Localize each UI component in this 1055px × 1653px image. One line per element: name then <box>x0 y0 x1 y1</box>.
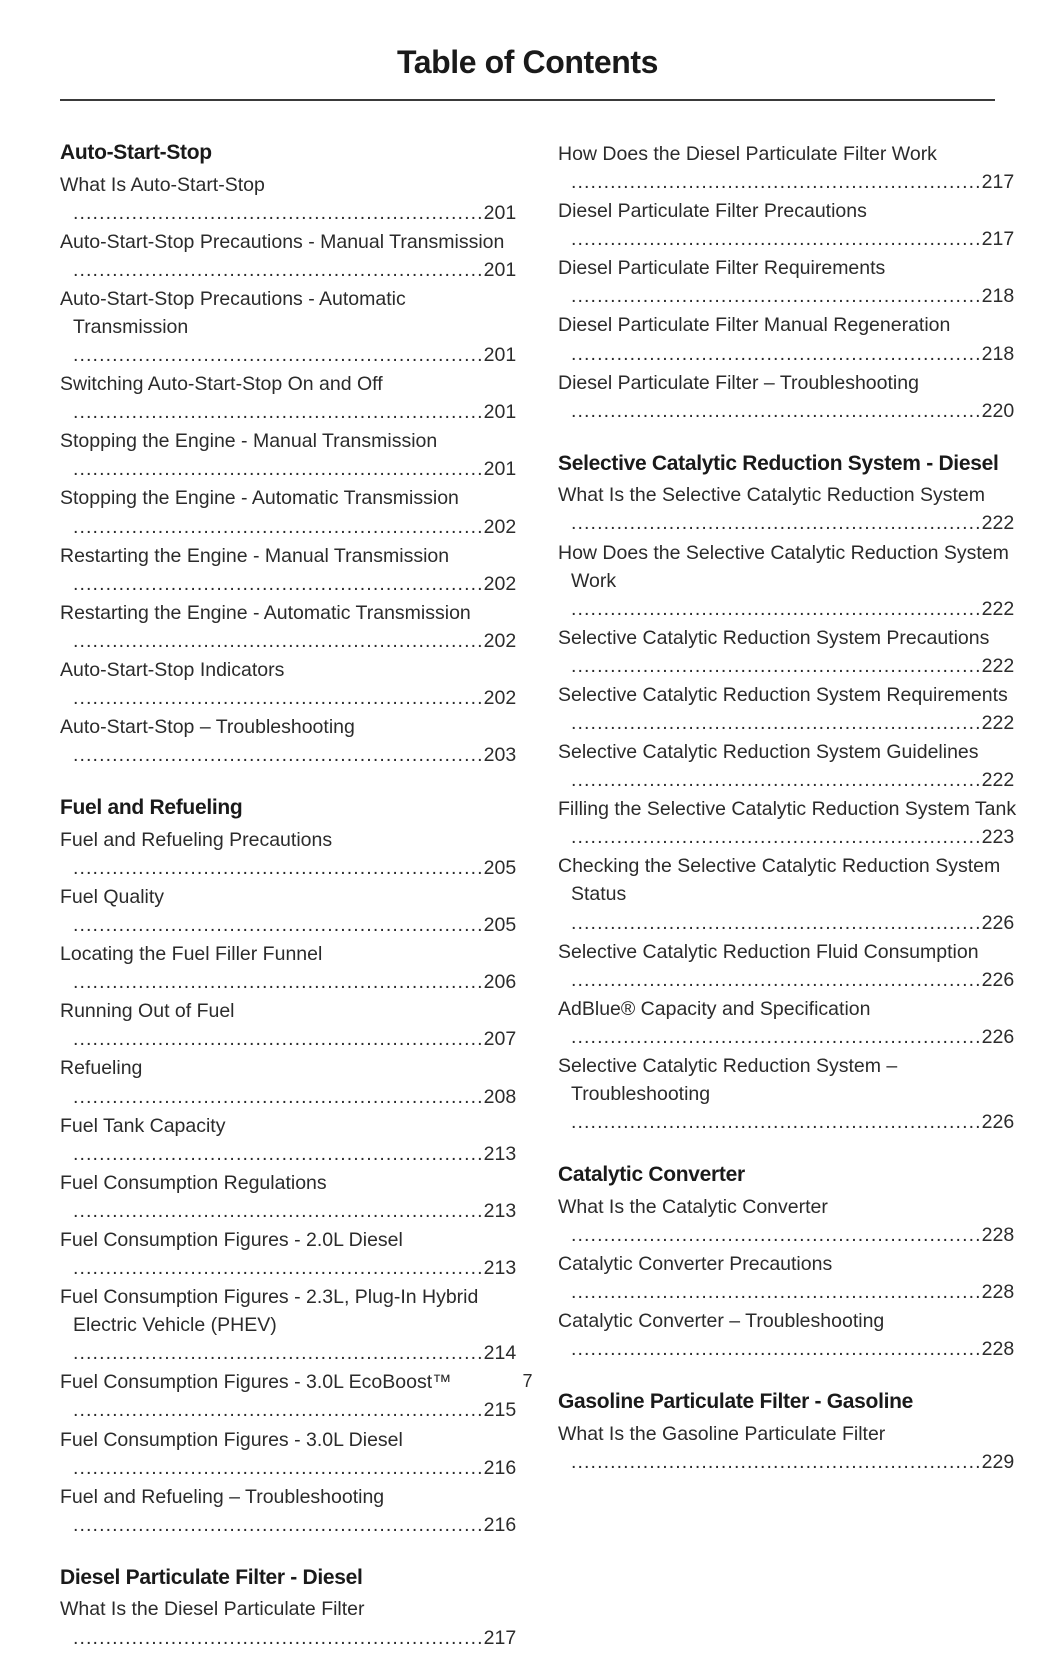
toc-leader-dots: ............................................................... <box>571 712 982 735</box>
toc-entry-title: AdBlue® Capacity and Specification <box>558 997 871 1020</box>
toc-entry[interactable] <box>60 228 522 284</box>
toc-leader-dots: ............................................................... <box>73 914 484 937</box>
toc-entry-title: Auto-Start-Stop Precautions - Manual Transmission <box>60 230 505 253</box>
toc-entry-title: What Is the Selective Catalytic Reduction System <box>558 484 986 507</box>
toc-entry-page: 229 <box>981 1450 1015 1473</box>
toc-entry-title: Catalytic Converter – Troubleshooting <box>558 1310 885 1333</box>
toc-entry-page: 216 <box>483 1456 517 1479</box>
toc-entry-page: 213 <box>483 1199 517 1222</box>
toc-entry-title: Diesel Particulate Filter – Troubleshooting <box>558 371 919 394</box>
section-heading: Auto-Start-Stop <box>60 141 212 164</box>
toc-entry-title: Diesel Particulate Filter Manual Regeneration <box>558 314 951 337</box>
toc-entry-title: Fuel Consumption Regulations <box>60 1171 327 1194</box>
toc-section <box>558 1389 1020 1476</box>
page-number: 7 <box>522 1371 533 1391</box>
toc-leader-dots: ............................................................... <box>571 1111 982 1134</box>
toc-leader-dots: ............................................................... <box>73 401 484 424</box>
toc-entry[interactable] <box>558 1307 1020 1363</box>
section-heading: Catalytic Converter <box>558 1163 745 1187</box>
toc-entry[interactable] <box>60 1483 522 1539</box>
toc-entry[interactable] <box>558 995 1020 1051</box>
toc-leader-dots: ............................................................... <box>73 1142 484 1165</box>
toc-entry-title: What Is the Diesel Particulate Filter <box>60 1598 365 1621</box>
toc-leader-dots: ............................................................... <box>571 342 982 365</box>
toc-section <box>558 140 1020 425</box>
toc-entry-page: 226 <box>981 1025 1015 1048</box>
toc-entry-title: Fuel and Refueling – Troubleshooting <box>60 1485 385 1508</box>
toc-leader-dots: ............................................................... <box>73 744 484 767</box>
toc-entry-title: Restarting the Engine - Manual Transmission <box>60 544 450 567</box>
toc-entry-page: 222 <box>981 712 1015 735</box>
toc-leader-dots: ............................................................... <box>73 1626 484 1649</box>
toc-entry-page: 213 <box>483 1142 517 1165</box>
toc-entry[interactable] <box>60 1054 522 1110</box>
toc-entry-page: 228 <box>981 1281 1015 1304</box>
toc-entry-page: 213 <box>483 1257 517 1280</box>
toc-entry-title: Stopping the Engine - Automatic Transmission <box>60 487 459 510</box>
toc-leader-dots: ............................................................... <box>571 911 982 934</box>
toc-entry-title: Stopping the Engine - Manual Transmission <box>60 430 438 453</box>
toc-entry[interactable] <box>558 681 1020 737</box>
toc-entry-title: Refueling <box>60 1057 143 1080</box>
toc-entry-page: 217 <box>483 1626 517 1649</box>
toc-columns <box>60 140 1020 1653</box>
toc-leader-dots: ............................................................... <box>571 171 982 194</box>
toc-entry-title: Auto-Start-Stop Precautions - Automatic Transmission <box>60 287 406 338</box>
toc-entry-page: 201 <box>483 401 517 424</box>
toc-entry-page: 222 <box>981 769 1015 792</box>
toc-entry-title: Selective Catalytic Reduction System – Troubleshooting <box>558 1054 898 1106</box>
toc-entry[interactable] <box>558 1052 1020 1136</box>
toc-entry-title: Selective Catalytic Reduction Fluid Consumption <box>558 940 979 963</box>
toc-entry-page: 214 <box>483 1342 517 1365</box>
toc-entry-page: 218 <box>981 285 1015 308</box>
toc-entry-title: Fuel Consumption Figures - 2.0L Diesel <box>60 1228 403 1251</box>
toc-entry[interactable] <box>558 197 1020 253</box>
toc-entry-page: 215 <box>483 1399 517 1422</box>
toc-entry[interactable] <box>558 795 1020 851</box>
toc-leader-dots: ............................................................... <box>571 512 982 535</box>
toc-entry[interactable] <box>60 713 522 769</box>
toc-entry[interactable] <box>60 940 522 996</box>
toc-entry[interactable] <box>558 852 1020 936</box>
toc-entry[interactable] <box>60 599 522 655</box>
toc-leader-dots: ............................................................... <box>73 515 484 538</box>
toc-entry[interactable] <box>60 1426 522 1482</box>
toc-entry-title: How Does the Selective Catalytic Reduction System Work <box>558 541 1009 592</box>
section-heading: Fuel and Refueling <box>60 796 243 820</box>
toc-leader-dots: ............................................................... <box>73 458 484 481</box>
toc-entry[interactable] <box>60 171 522 227</box>
toc-entry-title: Auto-Start-Stop Indicators <box>60 658 285 681</box>
toc-entry-title: What Is the Catalytic Converter <box>558 1195 828 1218</box>
toc-entry[interactable] <box>60 542 522 598</box>
toc-leader-dots: ............................................................... <box>73 629 484 652</box>
toc-leader-dots: ............................................................... <box>73 1028 484 1051</box>
toc-leader-dots: ............................................................... <box>73 687 484 710</box>
toc-entry-page: 226 <box>981 911 1015 934</box>
toc-leader-dots: ............................................................... <box>571 769 982 792</box>
toc-entry[interactable] <box>60 826 522 882</box>
toc-entry-title: Fuel Quality <box>60 886 165 909</box>
toc-entry-page: 206 <box>483 971 517 994</box>
toc-leader-dots: ............................................................... <box>73 971 484 994</box>
toc-entry-page: 201 <box>483 201 517 224</box>
section-heading: Selective Catalytic Reduction System - Diesel <box>558 451 999 475</box>
toc-entry-title: What Is the Gasoline Particulate Filter <box>558 1422 886 1445</box>
toc-entry-page: 222 <box>981 654 1015 677</box>
toc-entry-page: 202 <box>483 687 517 710</box>
toc-entry-title: Switching Auto-Start-Stop On and Off <box>60 373 383 396</box>
toc-section <box>60 1565 522 1652</box>
toc-entry-page: 217 <box>981 228 1015 251</box>
page-title: Table of Contents <box>396 44 659 80</box>
toc-entry-page: 216 <box>483 1513 517 1536</box>
toc-entry-page: 202 <box>483 572 517 595</box>
toc-entry-page: 218 <box>981 342 1015 365</box>
toc-entry-page: 202 <box>483 515 517 538</box>
toc-entry-title: Diesel Particulate Filter Requirements <box>558 257 886 280</box>
toc-leader-dots: ............................................................... <box>571 826 982 849</box>
left-column <box>60 140 522 1653</box>
toc-entry-page: 201 <box>483 258 517 281</box>
toc-leader-dots: ............................................................... <box>73 1399 484 1422</box>
toc-entry-title: Auto-Start-Stop – Troubleshooting <box>60 716 355 739</box>
toc-entry[interactable] <box>60 1169 522 1225</box>
toc-entry-page: 226 <box>981 1111 1015 1134</box>
toc-entry[interactable] <box>60 997 522 1053</box>
toc-leader-dots: ............................................................... <box>571 597 982 620</box>
toc-entry-page: 222 <box>981 512 1015 535</box>
toc-leader-dots: ............................................................... <box>571 228 982 251</box>
toc-entry-page: 202 <box>483 629 517 652</box>
toc-entry[interactable] <box>60 1283 522 1367</box>
toc-entry-page: 228 <box>981 1338 1015 1361</box>
toc-entry[interactable] <box>558 311 1020 367</box>
toc-entry[interactable] <box>558 738 1020 794</box>
toc-entry[interactable] <box>60 484 522 540</box>
toc-leader-dots: ............................................................... <box>73 572 484 595</box>
toc-leader-dots: ............................................................... <box>571 654 982 677</box>
toc-entry-page: 222 <box>981 597 1015 620</box>
toc-entry-page: 217 <box>981 171 1015 194</box>
toc-leader-dots: ............................................................... <box>571 1450 982 1473</box>
toc-entry-page: 207 <box>483 1028 517 1051</box>
toc-entry-title: Fuel Consumption Figures - 2.3L, Plug-In Hybrid Electric Vehicle (PHEV) <box>60 1286 479 1337</box>
toc-entry[interactable] <box>60 1595 522 1651</box>
toc-leader-dots: ............................................................... <box>571 1338 982 1361</box>
toc-entry-title: Fuel Consumption Figures - 3.0L Diesel <box>60 1428 403 1451</box>
toc-entry-page: 203 <box>483 744 517 767</box>
toc-leader-dots: ............................................................... <box>571 1223 982 1246</box>
toc-entry[interactable] <box>60 285 522 369</box>
toc-entry-page: 220 <box>981 399 1015 422</box>
toc-entry-title: Selective Catalytic Reduction System Guidelines <box>558 741 979 764</box>
toc-leader-dots: ............................................................... <box>73 1199 484 1222</box>
toc-leader-dots: ............................................................... <box>73 258 484 281</box>
toc-leader-dots: ............................................................... <box>73 1456 484 1479</box>
toc-entry-title: Selective Catalytic Reduction System Precautions <box>558 626 990 649</box>
toc-entry-page: 205 <box>483 914 517 937</box>
toc-entry[interactable] <box>558 369 1020 425</box>
toc-entry[interactable] <box>558 938 1020 994</box>
toc-entry[interactable] <box>558 140 1020 196</box>
toc-section <box>558 1162 1020 1363</box>
toc-entry[interactable] <box>60 883 522 939</box>
toc-entry-title: Catalytic Converter Precautions <box>558 1252 833 1275</box>
toc-entry-page: 208 <box>483 1085 517 1108</box>
right-column <box>558 140 1020 1653</box>
section-heading: Gasoline Particulate Filter - Gasoline <box>558 1390 914 1414</box>
toc-entry-title: Filling the Selective Catalytic Reduction System Tank <box>558 798 1017 821</box>
header-divider <box>60 99 995 101</box>
toc-entry[interactable] <box>558 539 1020 623</box>
toc-entry[interactable] <box>60 427 522 483</box>
toc-leader-dots: ............................................................... <box>73 1513 484 1536</box>
toc-section <box>558 451 1020 1136</box>
toc-entry-title: How Does the Diesel Particulate Filter Work <box>558 143 937 165</box>
toc-entry[interactable] <box>558 1193 1020 1249</box>
toc-entry-title: Fuel and Refueling Precautions <box>60 828 333 851</box>
toc-leader-dots: ............................................................... <box>571 1025 982 1048</box>
toc-entry-title: Checking the Selective Catalytic Reduction System Status <box>558 855 1001 906</box>
toc-entry[interactable] <box>60 1112 522 1168</box>
toc-leader-dots: ............................................................... <box>571 399 982 422</box>
toc-entry-page: 201 <box>483 344 517 367</box>
toc-entry-page: 205 <box>483 856 517 879</box>
toc-entry-page: 201 <box>483 458 517 481</box>
toc-section <box>60 140 522 769</box>
toc-entry[interactable] <box>60 370 522 426</box>
toc-entry[interactable] <box>558 1250 1020 1306</box>
toc-entry-title: Fuel Tank Capacity <box>60 1114 226 1137</box>
toc-entry[interactable] <box>60 1226 522 1282</box>
toc-leader-dots: ............................................................... <box>73 201 484 224</box>
toc-entry-title: Diesel Particulate Filter Precautions <box>558 200 867 223</box>
toc-leader-dots: ............................................................... <box>73 1085 484 1108</box>
toc-entry-page: 226 <box>981 968 1015 991</box>
toc-entry[interactable] <box>558 254 1020 310</box>
toc-entry-page: 223 <box>981 826 1015 849</box>
toc-entry-title: Restarting the Engine - Automatic Transmission <box>60 601 471 624</box>
toc-leader-dots: ............................................................... <box>73 856 484 879</box>
toc-entry[interactable] <box>558 481 1020 537</box>
toc-entry[interactable] <box>558 624 1020 680</box>
toc-entry-title: Locating the Fuel Filler Funnel <box>60 943 323 966</box>
toc-section <box>60 795 522 1539</box>
section-heading: Diesel Particulate Filter - Diesel <box>60 1565 363 1589</box>
toc-leader-dots: ............................................................... <box>73 1257 484 1280</box>
toc-leader-dots: ............................................................... <box>571 968 982 991</box>
toc-leader-dots: ............................................................... <box>571 285 982 308</box>
toc-leader-dots: ............................................................... <box>73 1342 484 1365</box>
toc-leader-dots: ............................................................... <box>571 1281 982 1304</box>
toc-entry-title: What Is Auto-Start-Stop <box>60 173 265 196</box>
toc-entry-page: 228 <box>981 1223 1015 1246</box>
toc-leader-dots: ............................................................... <box>73 344 484 367</box>
toc-entry-title: Fuel Consumption Figures - 3.0L EcoBoost™ <box>60 1371 452 1394</box>
toc-entry-title: Running Out of Fuel <box>60 1000 235 1023</box>
toc-entry[interactable] <box>60 656 522 712</box>
toc-entry-title: Selective Catalytic Reduction System Requirements <box>558 683 1008 706</box>
